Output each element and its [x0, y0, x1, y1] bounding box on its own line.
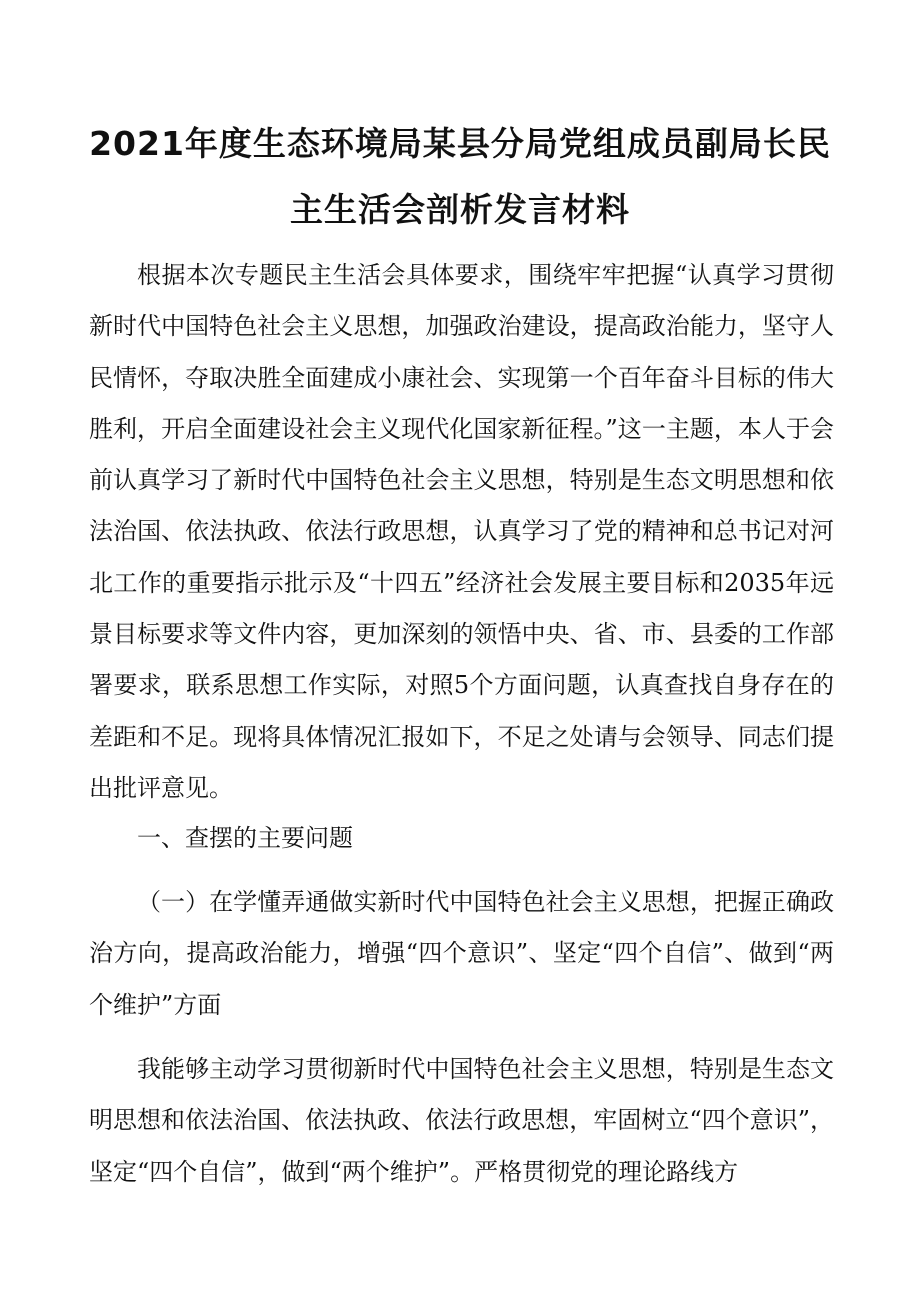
document-title-line-1: 2021年度生态环境局某县分局党组成员副局长民 [89, 124, 831, 163]
body-paragraph: 我能够主动学习贯彻新时代中国特色社会主义思想，特别是生态文明思想和依法治国、依法执政、依法行政思想，牢固树立“四个意识”，坚定“四个自信”，做到“两个维护”。严格贯彻党的理论路线方 [89, 1055, 834, 1186]
subsection-heading-1: （一）在学懂弄通做实新时代中国特色社会主义思想，把握正确政治方向，提高政治能力，增强“四个意识”、坚定“四个自信”、做到“两个维护”方面 [89, 888, 834, 1019]
intro-paragraph: 根据本次专题民主生活会具体要求，围绕牢牢把握“认真学习贯彻新时代中国特色社会主义思想，加强政治建设，提高政治能力，坚守人民情怀，夺取决胜全面建成小康社会、实现第一个百年奋斗目标的伟大胜利，开启全面建设社会主义现代化国家新征程。”这一主题，本人于会前认真学习了新时代中国特色社会主义思想，特别是生态文明思想和依法治国、依法执政、依法行政思想，认真学习了党的精神和总书记对河北工作的重要指示批示及“十四五”经济社会发展主要目标和2035年远景目标要求等文件内容，更加深刻的领悟中央、省、市、县委的工作部署要求，联系思想工作实际，对照5个方面问题，认真查找自身存在的差距和不足。现将具体情况汇报如下，不足之处请与会领导、同志们提出批评意见。 [89, 261, 834, 802]
section-heading-1: 一、查摆的主要问题 [137, 824, 353, 852]
document-title-line-2: 主生活会剖析发言材料 [290, 190, 630, 229]
